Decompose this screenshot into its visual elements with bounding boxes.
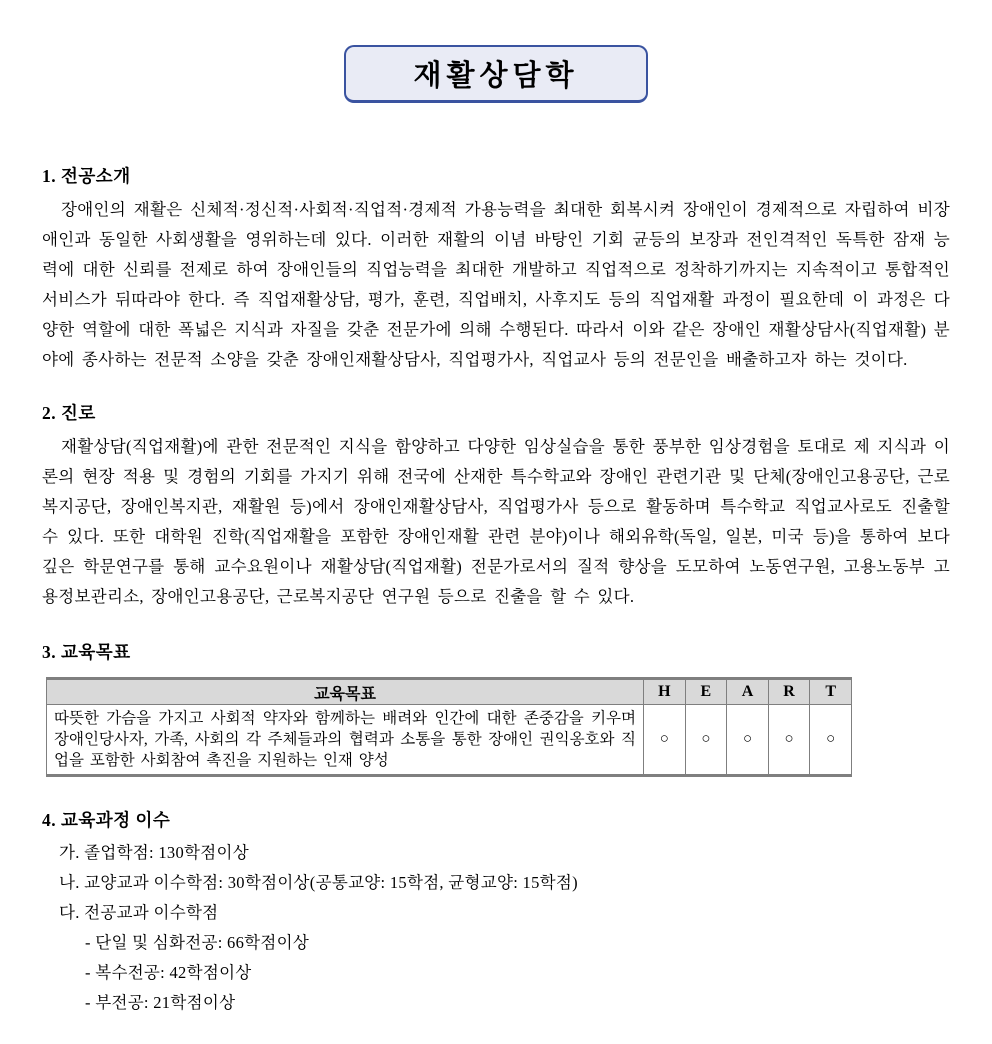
document-page	[0, 45, 992, 1044]
list-subitem-double-major: - 복수전공: 42학점이상	[85, 963, 252, 982]
table-header-objective: 교육목표	[47, 679, 644, 705]
list-item-graduation-credits: 가. 졸업학점: 130학점이상	[59, 843, 249, 862]
list-item-liberal-arts-credits: 나. 교양교과 이수학점: 30학점이상(공통교양: 15학점, 균형교양: 15학점)	[59, 873, 578, 892]
list-item-major-credits: 다. 전공교과 이수학점	[59, 903, 219, 922]
section-intro-heading: 1. 전공소개	[42, 166, 131, 186]
mark-cell-a: ○	[727, 705, 769, 776]
education-objectives-table	[46, 677, 852, 777]
table-row	[47, 705, 852, 776]
objective-text-cell: 따뜻한 가슴을 가지고 사회적 약자와 함께하는 배려와 인간에 대한 존중감을 키우며 장애인당사자, 가족, 사회의 각 주체들과의 협력과 소통을 통한 장애인 권익옹호와 직업을 포함한 사회참여 촉진을 지원하는 인재 양성	[47, 705, 644, 776]
section-career-body: 재활상담(직업재활)에 관한 전문적인 지식을 함양하고 다양한 임상실습을 통한 풍부한 임상경험을 토대로 제 지식과 이론의 현장 적용 및 경험의 기회를 가지기 위해 전국에 산재한 특수학교와 장애인 관련기관 및 단체(장애인고용공단, 근로복지공단, 장애인복지관, 재활원 등)에서 장애인재활상담사, 직업평가사 등으로 활동하며 특수학교 직업교사로도 진출할 수 있다. 또한 대학원 진학(직업재활을 포함한 장애인재활 관련 분야)이나 해외유학(독일, 일본, 미국 등)을 통하여 보다 깊은 학문연구를 통해 교수요원이나 재활상담(직업재활) 전문가로서의 질적 향상을 도모하여 노동연구원, 고용노동부 고용정보관리소, 장애인고용공단, 근로복지공단 연구원 등으로 진출을 할 수 있다.	[42, 437, 950, 606]
table-header-a: A	[727, 679, 769, 705]
section-objectives-heading: 3. 교육목표	[42, 642, 131, 662]
section-curriculum-heading: 4. 교육과정 이수	[42, 810, 171, 830]
table-header-e: E	[685, 679, 727, 705]
list-subitem-minor: - 부전공: 21학점이상	[85, 993, 236, 1012]
mark-cell-t: ○	[810, 705, 852, 776]
title-box	[344, 45, 648, 103]
table-header-h: H	[644, 679, 686, 705]
section-intro-body: 장애인의 재활은 신체적·정신적·사회적·직업적·경제적 가용능력을 최대한 회복시켜 장애인이 경제적으로 자립하여 비장애인과 동일한 사회생활을 영위하는데 있다. 이러한 재활의 이념 바탕인 기회 균등의 보장과 전인격적인 독특한 잠재 능력에 대한 신뢰를 전제로 하여 장애인들의 직업능력을 최대한 개발하고 직업적으로 정착하기까지는 지속적이고 통합적인 서비스가 뒤따라야 한다. 즉 직업재활상담, 평가, 훈련, 직업배치, 사후지도 등의 직업재활 과정이 필요한데 이 과정은 다양한 역할에 대한 폭넓은 지식과 자질을 갖춘 전문가에 의해 수행된다. 따라서 이와 같은 장애인 재활상담사(직업재활) 분야에 종사하는 전문적 소양을 갖춘 장애인재활상담사, 직업평가사, 직업교사 등의 전문인을 배출하고자 하는 것이다.	[42, 200, 950, 369]
table-header-row	[47, 679, 852, 705]
table-header-t: T	[810, 679, 852, 705]
curriculum-list	[42, 838, 950, 1018]
section-career-heading: 2. 진로	[42, 403, 96, 423]
list-subitem-single-major: - 단일 및 심화전공: 66학점이상	[85, 933, 310, 952]
mark-cell-e: ○	[685, 705, 727, 776]
mark-cell-h: ○	[644, 705, 686, 776]
document-title: 재활상담학	[413, 60, 579, 92]
mark-cell-r: ○	[768, 705, 810, 776]
table-header-r: R	[768, 679, 810, 705]
